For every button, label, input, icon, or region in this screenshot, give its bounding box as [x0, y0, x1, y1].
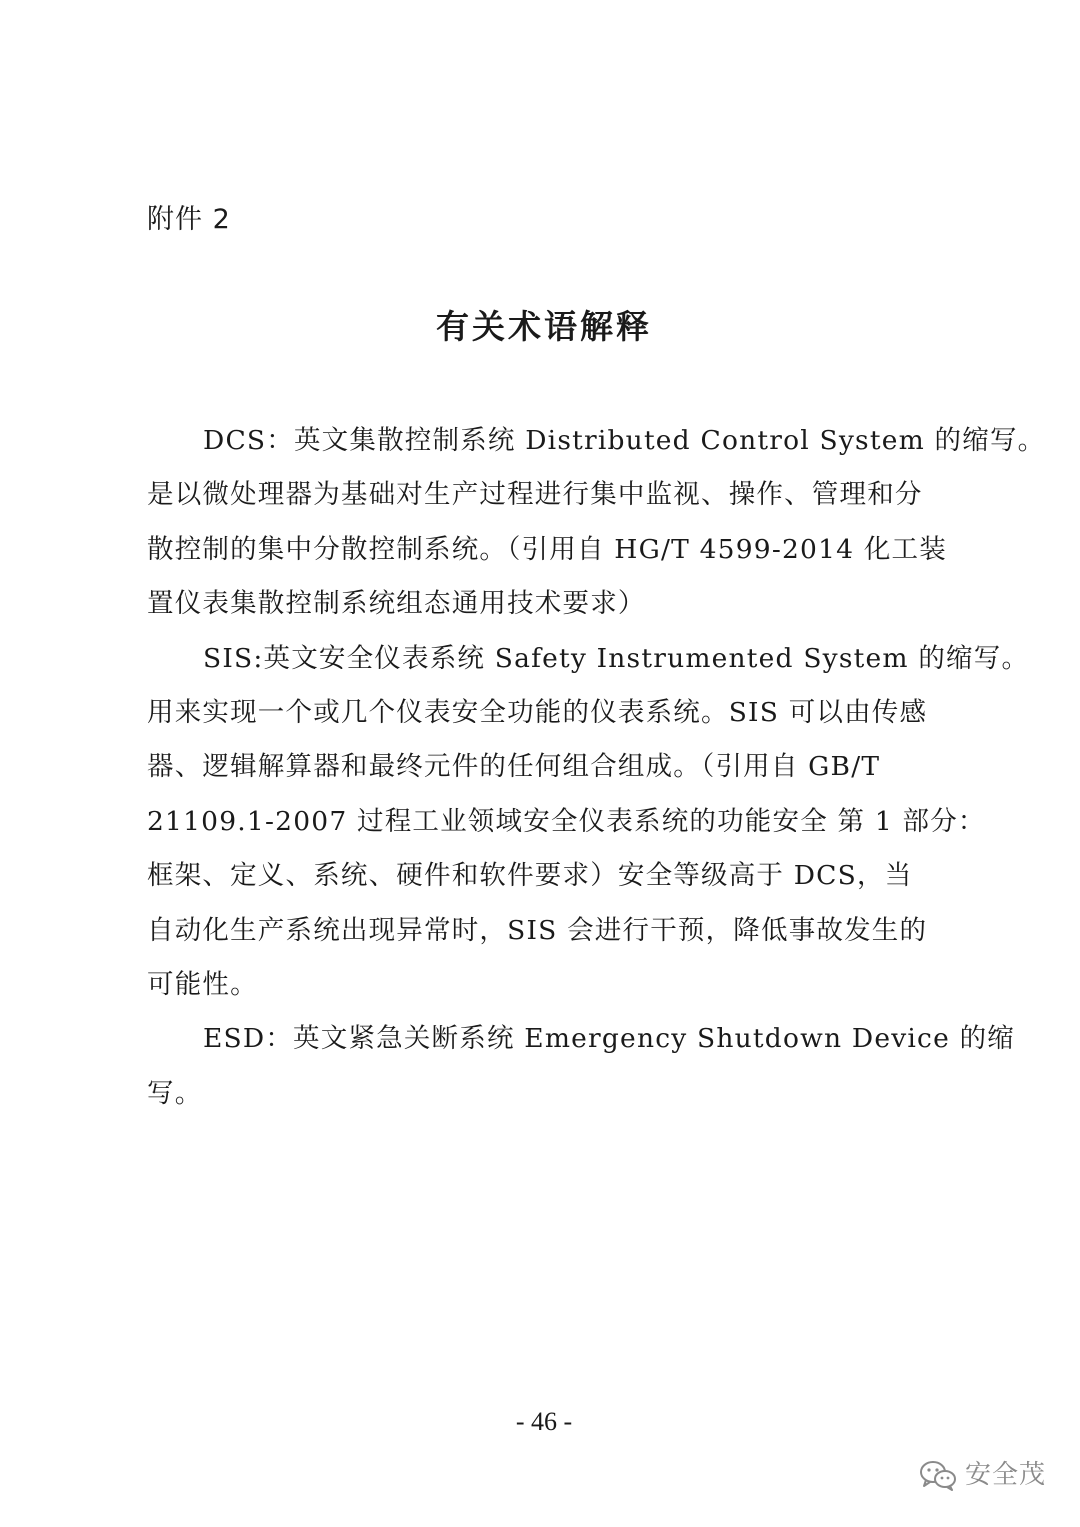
paragraph-line: SIS:英文安全仪表系统 Safety Instrumented System 的缩写。: [203, 642, 1030, 674]
wechat-icon: [919, 1459, 957, 1491]
paragraph-line: DCS：英文集散控制系统 Distributed Control System 的缩写。: [203, 425, 1046, 456]
attachment-label: 附件 2: [147, 204, 231, 235]
paragraph-dcs: [147, 414, 1046, 632]
paragraph-line: 可能性。: [147, 969, 258, 1001]
paragraph-line: 用来实现一个或几个仪表安全功能的仪表系统。SIS 可以由传感: [147, 697, 928, 729]
paragraph-line: 置仪表集散控制系统组态通用技术要求）: [147, 588, 646, 620]
paragraph-line: 器、逻辑解算器和最终元件的任何组合组成。（引用自 GB/T: [147, 751, 881, 783]
page-title: 有关术语解释: [436, 307, 652, 346]
paragraph-sis: [147, 632, 1030, 1013]
paragraph-line: 写。: [147, 1077, 203, 1109]
paragraph-line: 自动化生产系统出现异常时，SIS 会进行干预，降低事故发生的: [147, 914, 928, 946]
page-number: - 46 -: [515, 1407, 573, 1436]
paragraph-line: 框架、定义、系统、硬件和软件要求）安全等级高于 DCS，当: [147, 860, 913, 892]
paragraph-line: 21109.1-2007 过程工业领域安全仪表系统的功能安全 第 1 部分：: [147, 805, 986, 837]
watermark-text: 安全茂: [964, 1460, 1046, 1490]
paragraph-line: ESD：英文紧急关断系统 Emergency Shutdown Device 的缩: [203, 1023, 1015, 1055]
paragraph-line: 散控制的集中分散控制系统。（引用自 HG/T 4599-2014 化工装: [147, 533, 947, 565]
paragraph-esd: [147, 1012, 1015, 1121]
document-body: [147, 414, 1046, 1121]
paragraph-line: 是以微处理器为基础对生产过程进行集中监视、操作、管理和分: [147, 479, 923, 511]
watermark: [919, 1458, 1046, 1492]
